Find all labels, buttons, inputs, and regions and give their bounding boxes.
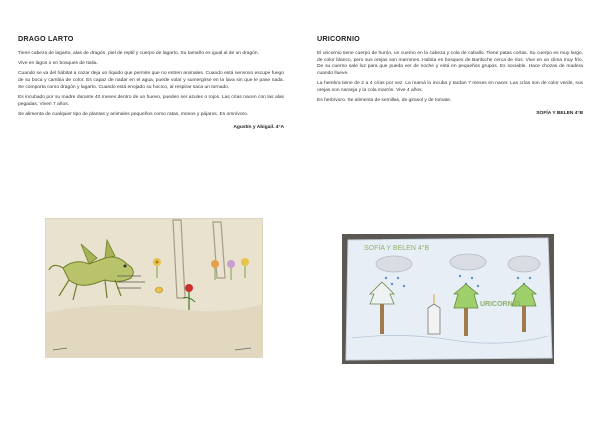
drawing-header-text: SOFÍA Y BELEN 4°B <box>364 245 430 252</box>
left-signature: Agustín y Abigail. 4°A <box>233 124 284 130</box>
right-signature: SOFÍA Y BELEN 4°B <box>536 110 583 116</box>
left-paragraph-1: Tiene cabeza de lagarto, alas de dragón, piel de reptil y cuerpo de lagarto. Su tamaño es igual al de un dragón. <box>18 51 259 56</box>
left-paragraph-3: Cuando se va del hábitat a cazar deja un líquido que permite que no entren animales. Cuando está nervioso escupe fuego de su boca y cambia de color. Es capaz de nadar en el agua, puede volar y sumergirse en la lava sin que le pase nada. Se comporta como dragón y lagarto. Cuando está enojado su hocico, al respirar saca un tornado. <box>18 71 284 90</box>
left-article <box>18 34 284 130</box>
left-title: DRAGO LARTO <box>18 34 74 43</box>
right-paragraph-1: El uricornio tiene cuerpo de hurón, un cuerno en la cabeza y cola de caballo. Tiene patas cortas. Su cuerpo es muy largo, de color blanco, pero sus orejas son marrones. Habita en bosques de Bariloche cerca de ríos. Vive en un clima muy frío. De su cuerno sale luz para que pueda ver de noche y está en pequeños grupos. Es sociable. Hace chozas de madera cuando llueve. <box>317 51 583 77</box>
right-title: URICORNIO <box>317 34 360 43</box>
dragon-drawing-svg <box>45 218 263 358</box>
uricornio-drawing <box>342 234 554 364</box>
drawing-label-text: URICORNIO <box>480 301 521 308</box>
dragon-drawing <box>45 218 263 358</box>
right-paragraph-3: Es herbívoro. Se alimenta de semillas, de girasol y de tomate. <box>317 98 452 104</box>
uricornio-drawing-svg <box>342 234 554 364</box>
left-paragraph-5: Se alimenta de cualquier tipo de plantas y animales pequeños como ratas, monos y pájaros. Es omnívoro. <box>18 111 249 117</box>
right-paragraph-2: La hembra tiene de 2 a 4 crías por vez. La mamá lo incuba y tardan 7 meses en nacer. Las crías son de color verde, sus orejas son naranja y la cola marrón. Vive 4 años. <box>317 81 583 94</box>
left-paragraph-4: Es incubado por su madre durante 40 meses dentro de un huevo, pueden ser azules o rojos. Las crías nacen con las alas pegadas. Viven 7 años. <box>18 95 284 107</box>
left-paragraph-2: Vive en lagos o en bosques de Italia. <box>18 61 98 67</box>
right-article <box>317 34 583 116</box>
